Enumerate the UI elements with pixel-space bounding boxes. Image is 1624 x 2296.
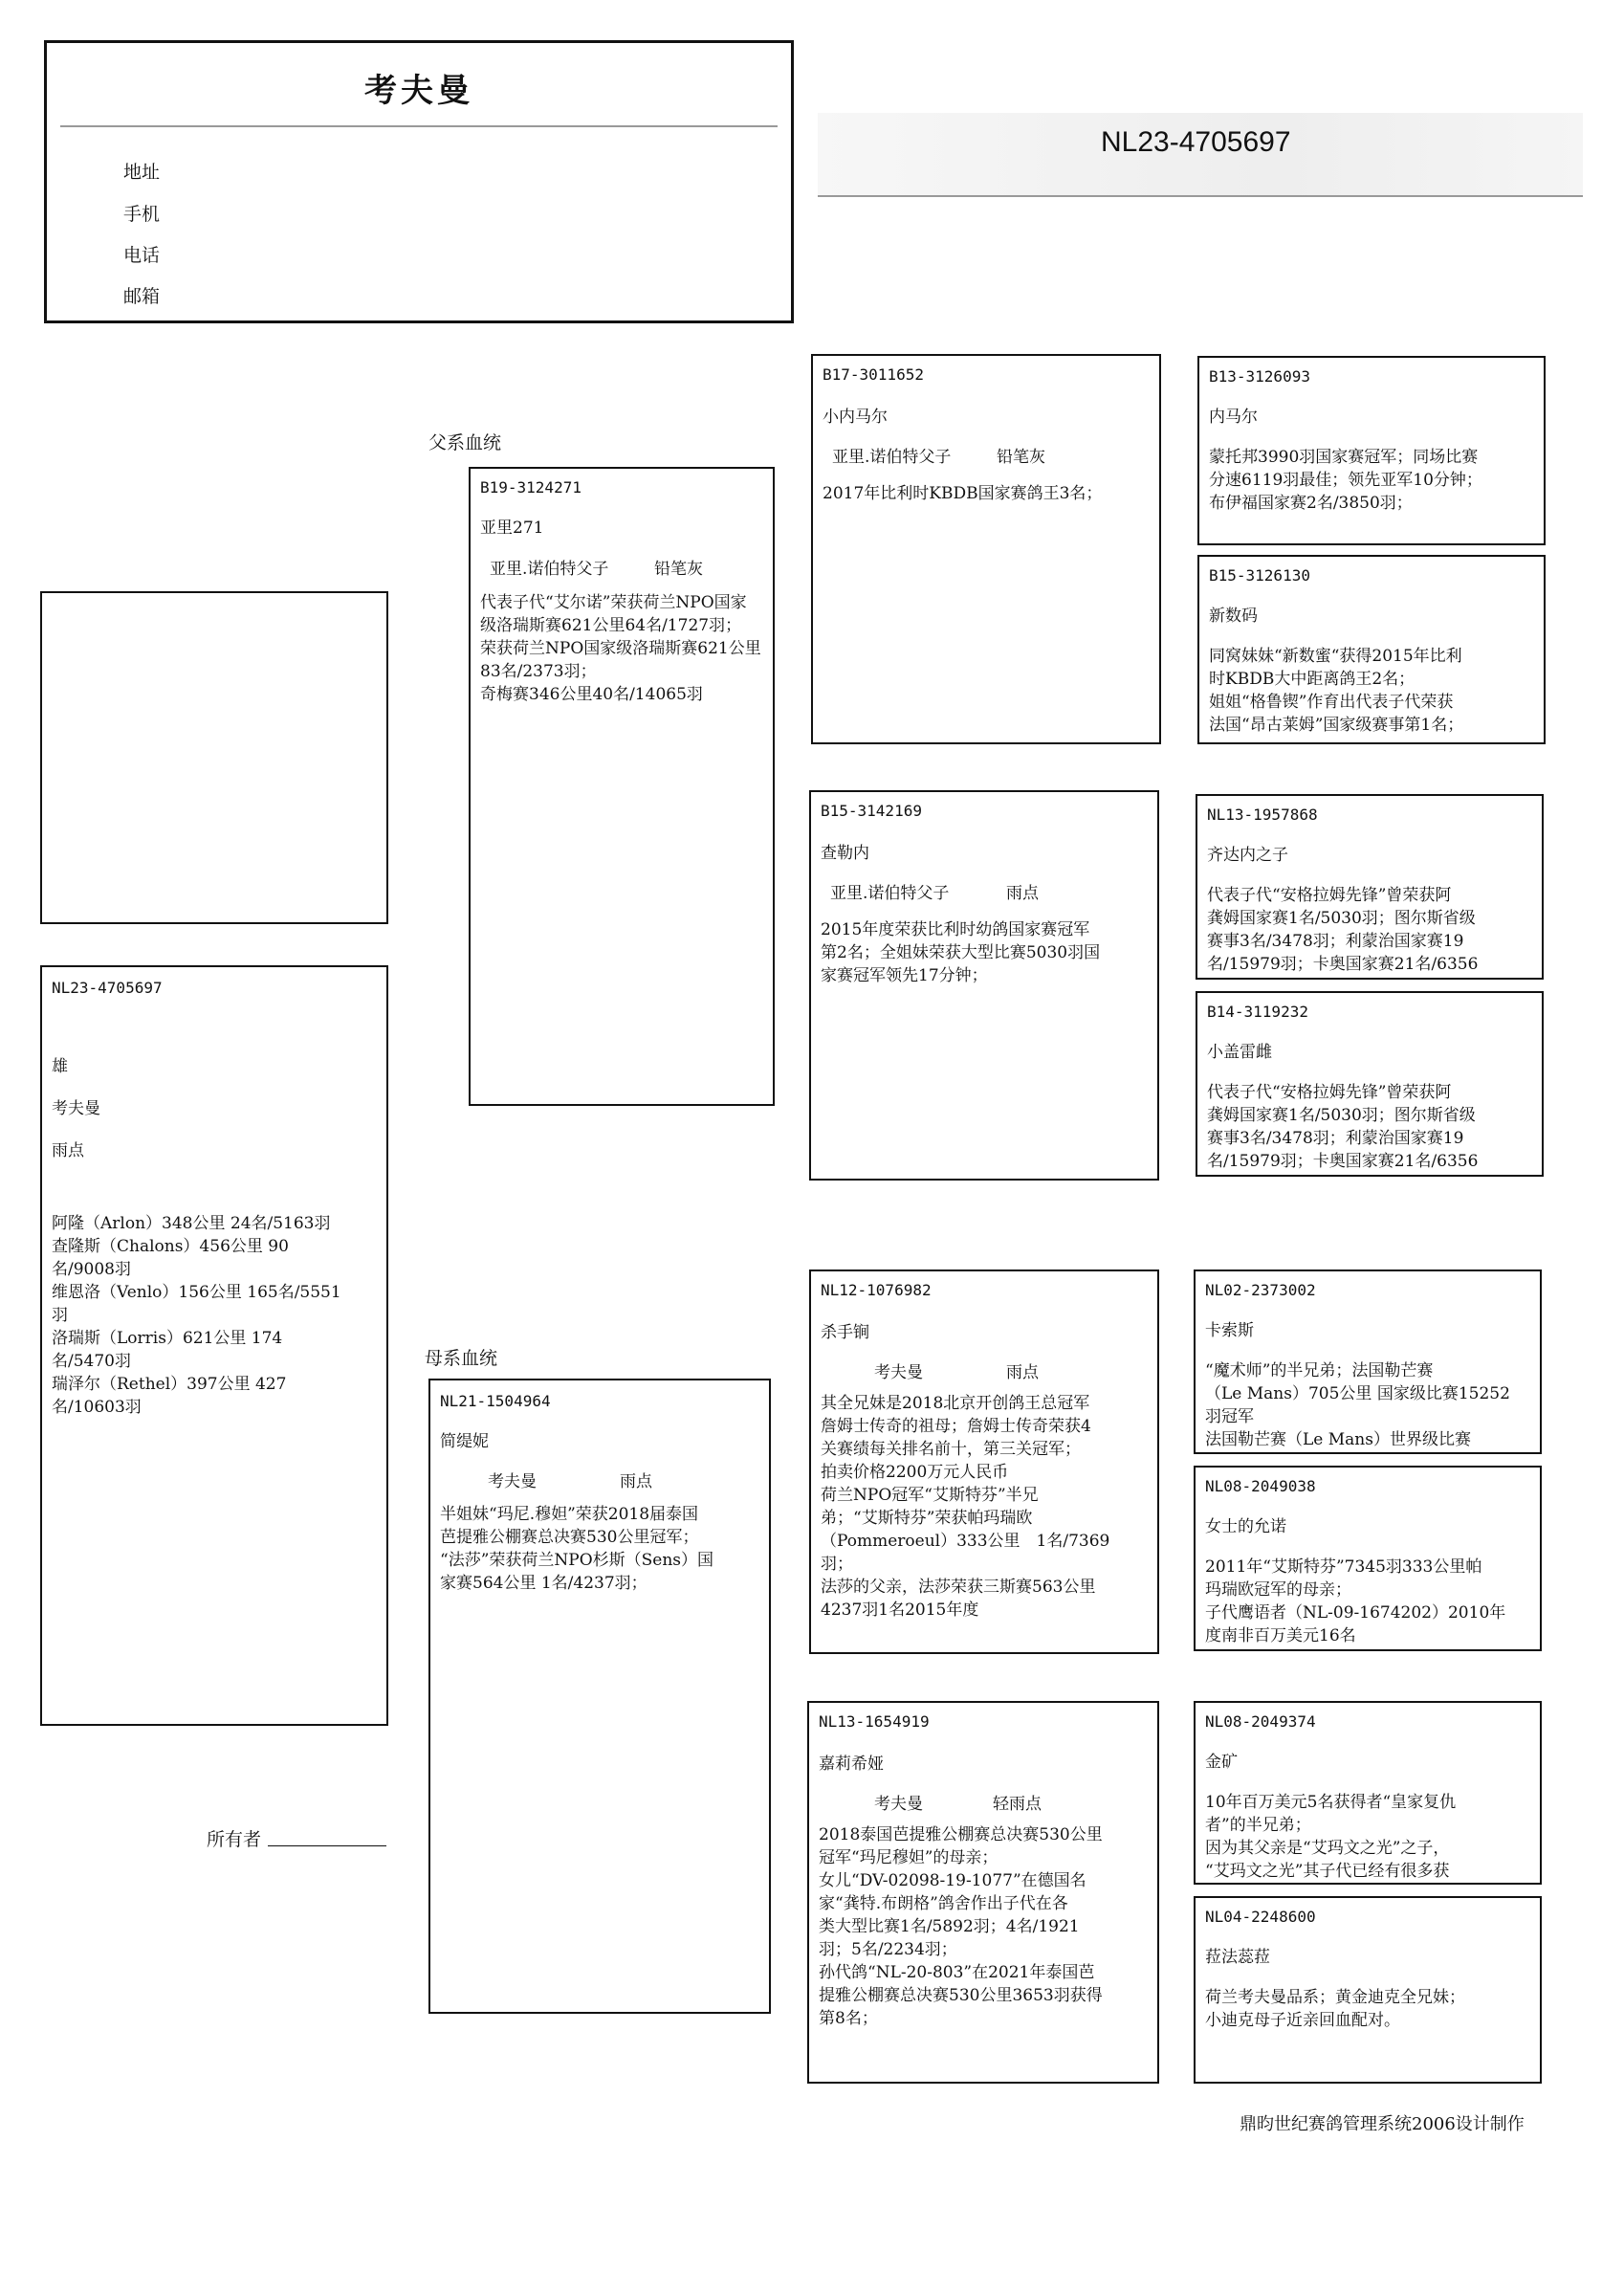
ssd-notes: 同窝妹妹“新数蜜“获得2015年比利 时KBDB大中距离鸽王2名； 姐姐“格鲁锲”作育出代表子代荣获 法国“昂古莱姆”国家级赛事第1名； [1209, 647, 1464, 735]
email-label: 邮箱 [123, 286, 161, 307]
address-label: 地址 [123, 162, 161, 183]
subject-sex: 雄 [52, 1057, 68, 1076]
ds-sire-box [1194, 1269, 1542, 1454]
sd-lineage: 亚里.诺伯特父子 [830, 884, 950, 903]
ddd-name: 菈法蕊菈 [1205, 1948, 1270, 1967]
dss-ring: NL02-2373002 [1205, 1281, 1316, 1299]
owner-name: 考夫曼 [364, 72, 473, 110]
dss-name: 卡索斯 [1205, 1321, 1254, 1340]
subject-ring: NL23-4705697 [52, 979, 163, 997]
dam-color: 雨点 [620, 1472, 652, 1491]
dsd-notes: 2011年“艾斯特芬”7345羽333公里帕 玛瑞欧冠军的母亲； 子代鹰语者（NL-09-1674202）2010年 度南非百万美元16名 [1205, 1557, 1506, 1645]
ssd-name: 新数码 [1209, 607, 1258, 626]
dd-dam-box [1194, 1896, 1542, 2084]
dam-lineage: 考夫曼 [488, 1472, 537, 1491]
sd-sire-box [1196, 794, 1544, 980]
header-ring-number: NL23-4705697 [1101, 126, 1291, 158]
ds-lineage: 考夫曼 [874, 1363, 923, 1382]
maternal-title: 母系血统 [425, 1348, 498, 1369]
dds-ring: NL08-2049374 [1205, 1712, 1316, 1731]
sd-notes: 2015年度荣获比利时幼鸽国家赛冠军 第2名；全姐妹荣获大型比赛5030羽国 家赛冠军领先17分钟； [821, 920, 1101, 985]
subject-color: 雨点 [52, 1141, 84, 1160]
owner-sign-label: 所有者 [207, 1829, 262, 1850]
dds-notes: 10年百万美元5名获得者“皇家复仇 者”的半兄弟； 因为其父亲是“艾玛文之光”之子， “艾玛文之光”其子代已经有很多获 [1205, 1793, 1457, 1881]
dd-ring: NL13-1654919 [819, 1712, 930, 1731]
dd-lineage: 考夫曼 [874, 1795, 923, 1814]
ss-color: 铅笔灰 [997, 448, 1045, 467]
ssd-ring: B15-3126130 [1209, 566, 1310, 585]
sire-notes: 代表子代“艾尔诺”荣获荷兰NPO国家 级洛瑞斯赛621公里64名/1727羽； 荣获荷兰NPO国家级洛瑞斯赛621公里 83名/2373羽； 奇梅赛346公里40名/14065羽 [480, 593, 761, 704]
owner-info-box [44, 40, 794, 323]
dss-notes: “魔术师”的半兄弟；法国勒芒赛 （Le Mans）705公里 国家级比赛15252 羽冠军 法国勒芒赛（Le Mans）世界级比赛 [1205, 1361, 1510, 1449]
paternal-title: 父系血统 [428, 432, 502, 453]
header-ring-banner [818, 113, 1583, 197]
pigeon-photo [40, 591, 388, 924]
ss-dam-box [1197, 555, 1546, 744]
ss-ring: B17-3011652 [823, 365, 924, 384]
sss-ring: B13-3126093 [1209, 367, 1310, 386]
sss-notes: 蒙托邦3990羽国家赛冠军；同场比赛 分速6119羽最佳；领先亚军10分钟； 布伊福国家赛2名/3850羽； [1209, 448, 1482, 513]
ds-name: 杀手锏 [821, 1323, 869, 1342]
owner-sign-line [268, 1845, 386, 1846]
subject-notes: 阿隆（Arlon）348公里 24名/5163羽 查隆斯（Chalons）456公里 90 名/9008羽 维恩洛（Venlo）156公里 165名/5551 羽 洛瑞斯（Lorris）621公里 174 名/5470羽 瑞泽尔（Rethel）397公里 427 名/10603羽 [52, 1214, 341, 1417]
dam-sire-box [809, 1269, 1159, 1654]
sire-color: 铅笔灰 [654, 560, 703, 579]
dd-name: 嘉莉希娅 [819, 1755, 884, 1774]
sd-dam-box [1196, 991, 1544, 1177]
header-underline [818, 195, 1583, 197]
mobile-label: 手机 [123, 204, 161, 225]
sdd-name: 小盖雷雌 [1207, 1043, 1272, 1062]
ds-dam-box [1194, 1466, 1542, 1651]
ddd-notes: 荷兰考夫曼品系；黄金迪克全兄妹； 小迪克母子近亲回血配对。 [1205, 1988, 1465, 2030]
sd-name: 查勒内 [821, 844, 869, 863]
ds-notes: 其全兄妹是2018北京开创鸽王总冠军 詹姆士传奇的祖母；詹姆士传奇荣获4 关赛绩每关排名前十，第三关冠军； 拍卖价格2200万元人民币 荷兰NPO冠军“艾斯特芬”半兄 弟；“艾斯特芬”荣获帕玛瑞欧 （Pommeroeul）333公里 1名/7369 羽； 法莎的父亲，法莎荣获三斯赛563公里 4237羽1名2015年度 [821, 1394, 1110, 1620]
sds-ring: NL13-1957868 [1207, 806, 1318, 824]
sire-ring: B19-3124271 [480, 478, 582, 497]
dd-notes: 2018泰国芭提雅公棚赛总决赛530公里 冠军“玛尼穆妲”的母亲； 女儿“DV-02098-19-1077”在德国名 家“龚特.布朗格”鸽舍作出子代在各 类大型比赛1名/5892羽；4名/1921 羽；5名/2234羽； 孙代鸽“NL-20-803”在2021年泰国芭 提雅公棚赛总决赛530公里3653羽获得 第8名； [819, 1825, 1103, 2028]
dds-name: 金矿 [1205, 1753, 1238, 1772]
ds-ring: NL12-1076982 [821, 1281, 932, 1299]
dam-name: 简缇妮 [440, 1432, 489, 1451]
ss-sire-box [1197, 356, 1546, 545]
sire-name: 亚里271 [480, 519, 544, 538]
dsd-ring: NL08-2049038 [1205, 1477, 1316, 1495]
ss-lineage: 亚里.诺伯特父子 [832, 448, 952, 467]
ds-color: 雨点 [1006, 1363, 1039, 1382]
sds-name: 齐达内之子 [1207, 846, 1288, 865]
ddd-ring: NL04-2248600 [1205, 1908, 1316, 1926]
dd-sire-box [1194, 1701, 1542, 1885]
dam-box [428, 1379, 771, 2014]
sdd-notes: 代表子代“安格拉姆先锋”曾荣获阿 龚姆国家赛1名/5030羽；图尔斯省级 赛事3名/3478羽；利蒙治国家赛19 名/15979羽；卡奥国家赛21名/6356 [1207, 1083, 1479, 1171]
sds-notes: 代表子代“安格拉姆先锋”曾荣获阿 龚姆国家赛1名/5030羽；图尔斯省级 赛事3名/3478羽；利蒙治国家赛19 名/15979羽；卡奥国家赛21名/6356 [1207, 886, 1479, 974]
subject-name: 考夫曼 [52, 1099, 100, 1118]
sd-color: 雨点 [1006, 884, 1039, 903]
divider [60, 125, 778, 127]
dam-notes: 半姐妹“玛尼.穆妲”荣获2018届泰国 芭提雅公棚赛总决赛530公里冠军； “法莎”荣获荷兰NPO杉斯（Sens）国 家赛564公里 1名/4237羽； [440, 1505, 714, 1593]
dsd-name: 女士的允诺 [1205, 1517, 1286, 1536]
subject-box [40, 965, 388, 1726]
phone-label: 电话 [123, 245, 161, 266]
sss-name: 内马尔 [1209, 408, 1258, 427]
ss-name: 小内马尔 [823, 408, 888, 427]
sire-dam-box [809, 790, 1159, 1181]
dam-dam-box [807, 1701, 1159, 2084]
dam-ring: NL21-1504964 [440, 1392, 551, 1410]
sire-sire-box [811, 354, 1161, 744]
footer-credit: 鼎昀世纪赛鸽管理系统2006设计制作 [1240, 2114, 1525, 2134]
sire-lineage: 亚里.诺伯特父子 [490, 560, 609, 579]
sd-ring: B15-3142169 [821, 802, 922, 820]
ss-notes: 2017年比利时KBDB国家赛鸽王3名； [823, 484, 1103, 503]
dd-color: 轻雨点 [993, 1795, 1042, 1814]
sire-box [469, 467, 775, 1106]
sdd-ring: B14-3119232 [1207, 1003, 1308, 1021]
